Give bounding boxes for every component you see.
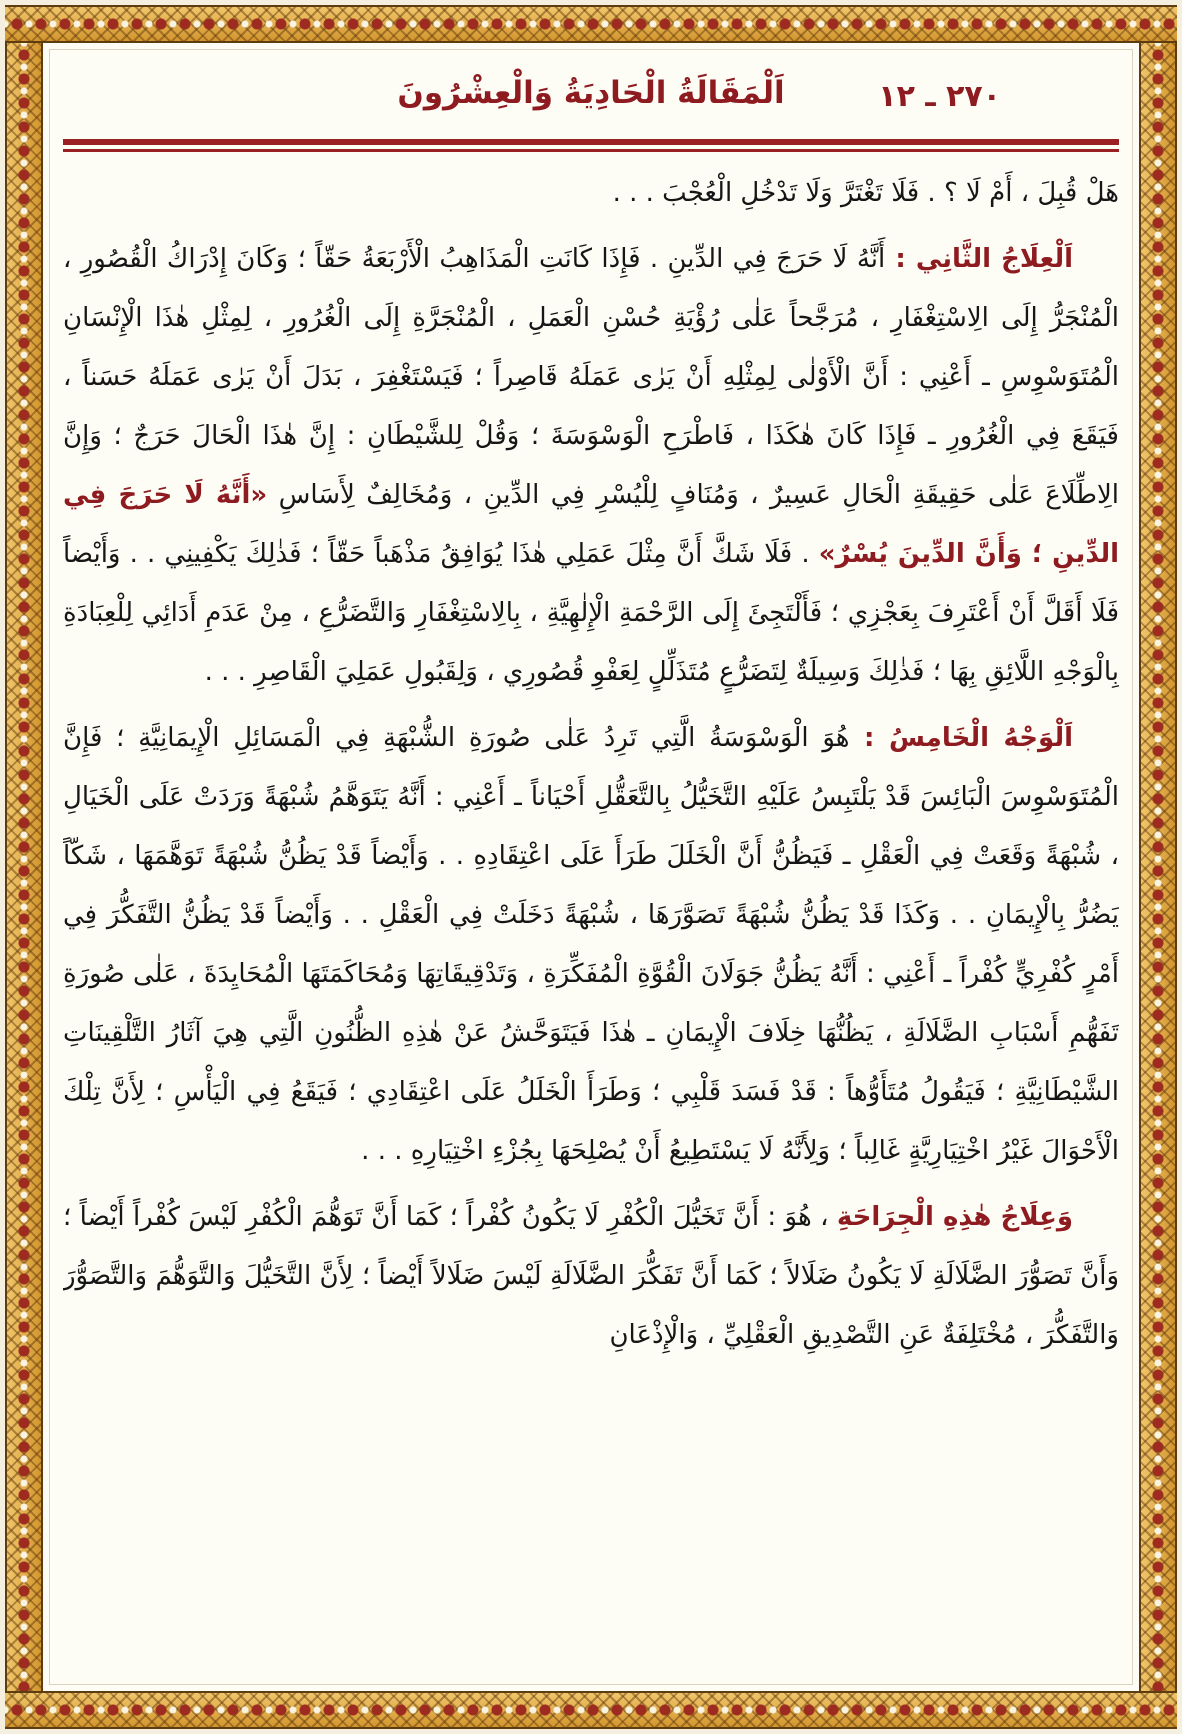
- body-text: ، هُوَ : أَنَّ تَخَيُّلَ الْكُفْرِ لَا يَكُونُ كُفْراً ؛ كَمَا أَنَّ تَوَهُّمَ الْكُفْرِ لَيْسَ كُفْراً أَيْضاً ؛ وَأَنَّ تَصَوُّرَ الضَّلَالَةِ لَا يَكُونُ ضَلَالاً ؛ كَمَا أَنَّ تَفَكُّرَ الضَّلَالَةِ لَيْسَ ضَلَالاً أَيْضاً ؛ لِأَنَّ التَّخَيُّلَ وَالتَّوَهُّمَ وَالتَّصَوُّرَ وَالتَّفَكُّرَ ، مُخْتَلِفَةٌ عَنِ التَّصْدِيقِ الْعَقْلِيِّ ، وَالْإِذْعَانِ: [63, 1202, 1119, 1350]
- body-text: أَنَّهُ لَا حَرَجَ فِي الدِّينِ . فَإِذَا كَانَتِ الْمَذَاهِبُ الْأَرْبَعَةُ حَقّاً ؛ وَكَانَ إِدْرَاكُ الْقُصُورِ ، الْمُنْجَرُّ إِلَى الِاسْتِغْفَارِ ، مُرَجَّحاً عَلٰى رُؤْيَةِ حُسْنِ الْعَمَلِ ، الْمُنْجَرَّةِ إِلَى الْغُرُورِ ، لِمِثْلِ هٰذَا الْإِنْسَانِ الْمُتَوَسْوِسِ ـ أَعْنِي : أَنَّ الْأَوْلٰى لِمِثْلِهِ أَنْ يَرٰى عَمَلَهُ قَاصِراً ؛ فَيَسْتَغْفِرَ ، بَدَلَ أَنْ يَرٰى عَمَلَهُ حَسَناً ، فَيَقَعَ فِي الْغُرُورِ ـ فَإِذَا كَانَ هٰكَذَا ، فَاطْرَحِ الْوَسْوَسَةَ ؛ وَقُلْ لِلشَّيْطَانِ : إِنَّ هٰذَا الْحَالَ حَرَجٌ ؛ وَإِنَّ الِاطِّلَاعَ عَلٰى حَقِيقَةِ الْحَالِ عَسِيرٌ ، وَمُنَافٍ لِلْيُسْرِ فِي الدِّينِ ، وَمُخَالِفٌ لِأَسَاسِ: [63, 244, 1119, 510]
- body-text: هُوَ الْوَسْوَسَةُ الَّتِي تَرِدُ عَلٰى صُورَةِ الشُّبْهَةِ فِي الْمَسَائِلِ الْإِيمَانِيَّةِ ؛ فَإِنَّ الْمُتَوَسْوِسَ الْبَائِسَ قَدْ يَلْتَبِسُ عَلَيْهِ التَّخَيُّلُ بِالتَّعَقُّلِ أَحْيَاناً ـ أَعْنِي : أَنَّهُ يَتَوَهَّمُ شُبْهَةً وَرَدَتْ عَلَى الْخَيَالِ ، شُبْهَةً وَقَعَتْ فِي الْعَقْلِ ـ فَيَظُنُّ أَنَّ الْخَلَلَ طَرَأَ عَلَى اعْتِقَادِهِ . . وَأَيْضاً قَدْ يَظُنُّ شُبْهَةً تَوَهَّمَهَا ، شَكّاً يَضُرُّ بِالْإِيمَانِ . . وَكَذَا قَدْ يَظُنُّ شُبْهَةً تَصَوَّرَهَا ، شُبْهَةً دَخَلَتْ فِي الْعَقْلِ . . وَأَيْضاً قَدْ يَظُنُّ التَّفَكُّرَ فِي أَمْرٍ كُفْرِيٍّ كُفْراً ـ أَعْنِي : أَنَّهُ يَظُنُّ جَوَلَانَ الْقُوَّةِ الْمُفَكِّرَةِ ، وَتَدْقِيقَاتِهَا وَمُحَاكَمَتَهَا الْمُحَايِدَةَ ، عَلٰى صُورَةِ تَفَهُّمِ أَسْبَابِ الضَّلَالَةِ ، يَظُنُّهَا خِلَافَ الْإِيمَانِ ـ هٰذَا فَيَتَوَحَّشُ عَنْ هٰذِهِ الظُّنُونِ الَّتِي هِيَ آثَارُ التَّلْقِينَاتِ الشَّيْطَانِيَّةِ ؛ فَيَقُولُ مُتَأَوُّهاً : قَدْ فَسَدَ قَلْبِي ؛ وَطَرَأَ الْخَلَلُ عَلَى اعْتِقَادِي ؛ فَيَقَعُ فِي الْيَأْسِ ؛ لِأَنَّ تِلْكَ الْأَحْوَالَ غَيْرُ اخْتِيَارِيَّةٍ غَالِباً ؛ وَلِأَنَّهُ لَا يَسْتَطِيعُ أَنْ يُصْلِحَهَا بِجُزْءِ اخْتِيَارِهِ . . .: [63, 723, 1119, 1166]
- body-text: هَلْ قُبِلَ ، أَمْ لَا ؟ . فَلَا تَغْتَرَّ وَلَا تَدْخُلِ الْعُجْبَ . . .: [612, 178, 1119, 208]
- paragraph-fifth-aspect: [63, 709, 1119, 1181]
- text-body: [63, 164, 1119, 1365]
- ornate-border-top: [5, 5, 1177, 43]
- paragraph-second-remedy: [63, 230, 1119, 702]
- page-content: [63, 55, 1119, 1679]
- ornate-border-bottom: [5, 1691, 1177, 1729]
- header-double-rule: [63, 139, 1119, 152]
- body-text: . فَلَا شَكَّ أَنَّ مِثْلَ عَمَلِي هٰذَا يُوَافِقُ مَذْهَباً حَقّاً ؛ فَذٰلِكَ يَكْفِينِي . . وَأَيْضاً فَلَا أَقَلَّ أَنْ أَعْتَرِفَ بِعَجْزِي ؛ فَأَلْتَجِئَ إِلَى الرَّحْمَةِ الْإِلٰهِيَّةِ ، بِالِاسْتِغْفَارِ وَالتَّضَرُّعِ ، مِنْ عَدَمِ أَدَائِي لِلْعِبَادَةِ بِالْوَجْهِ اللَّائِقِ بِهَا ؛ فَذٰلِكَ وَسِيلَةٌ لِتَضَرُّعٍ مُتَذَلِّلٍ لِعَفْوِ قُصُورِي ، وَلِقَبُولِ عَمَلِيَ الْقَاصِرِ . . .: [63, 539, 1119, 687]
- paragraph-cure-of-wound: [63, 1188, 1119, 1365]
- paragraph-continuation: [63, 164, 1119, 223]
- highlighted-text: اَلْعِلَاجُ الثَّانِي :: [885, 244, 1073, 274]
- ornate-border-left: [5, 43, 43, 1691]
- page-header: [63, 55, 1119, 137]
- ornate-border-right: [1139, 43, 1177, 1691]
- highlighted-text: «أَنَّهُ لَا حَرَجَ فِي الدِّينِ ؛ وَأَنَّ الدِّينَ يُسْرٌ»: [63, 480, 1119, 569]
- page-title: اَلْمَقَالَةُ الْحَادِيَةُ وَالْعِشْرُونَ: [397, 75, 785, 111]
- page-number: ٢٧٠ ـ ١٢: [878, 79, 1001, 114]
- highlighted-text: اَلْوَجْهُ الْخَامِسُ :: [849, 723, 1074, 753]
- highlighted-text: وَعِلَاجُ هٰذِهِ الْجِرَاحَةِ: [836, 1202, 1073, 1232]
